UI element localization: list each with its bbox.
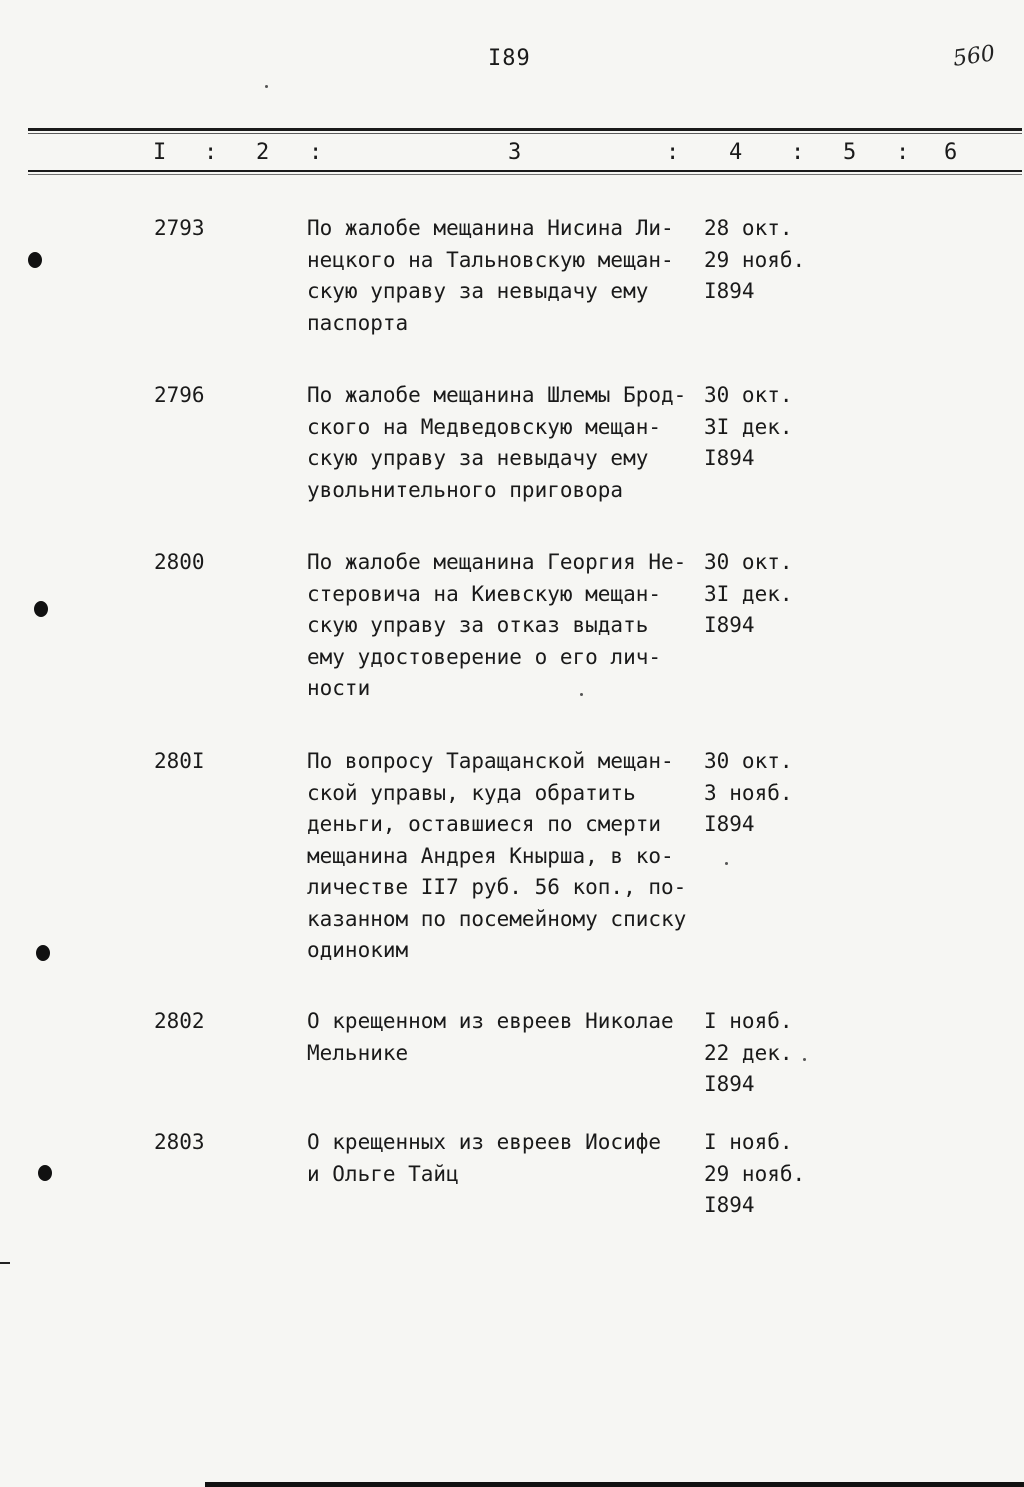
entry-title-line: увольнительного приговора [307,477,624,502]
column-header-5: 5 [843,140,857,165]
punch-hole [28,252,42,268]
entry-date-line: 22 дек. [704,1040,793,1065]
page-number: I89 [488,46,531,71]
entry-date-line: I894 [704,446,755,470]
entry-title-line: мещанина Андрея Кнырша, в ко- [307,843,674,868]
scan-edge-mark [0,1262,10,1264]
punch-hole [34,601,48,617]
entry-date-line: 29 нояб. [704,247,806,272]
entry-title-line: скую управу за невыдачу ему [307,279,649,303]
entry-number: 280I [154,749,205,773]
entry-dates [704,1127,805,1222]
entry-title-line: личестве II7 руб. 56 коп., по- [307,875,687,899]
entry-title-line: О крещенном из евреев Николае [307,1009,674,1033]
handwritten-folio-number: 560 [951,41,997,72]
column-header-6: 6 [944,140,958,165]
entry-number: 2800 [154,550,205,574]
scan-speck [580,693,583,696]
header-rule-bottom [28,170,1022,172]
column-separator: : [309,140,323,165]
entry-title-line: стеровича на Киевскую мещан- [307,581,662,606]
entry-number: 2793 [154,216,205,240]
scan-speck [803,1058,806,1061]
entry-date-line: I894 [704,1193,755,1217]
entry-title [307,547,702,705]
entry-title-line: ности [307,676,371,700]
column-separator: : [204,140,218,165]
entry-date-line: 30 окт. [704,383,793,407]
scan-bottom-edge [205,1482,1024,1487]
entry-date-line: I894 [704,812,755,836]
scan-speck [725,862,728,865]
entry-title-line: ского на Медведовскую мещан- [307,414,662,439]
entry-title-line: скую управу за отказ выдать [307,613,649,637]
entry-title [307,380,702,506]
entry-title [307,213,702,339]
entry-title-line: По вопросу Таращанской мещан- [307,749,674,773]
entry-date-line: 30 окт. [704,749,793,773]
entry-dates [704,380,793,475]
entry-title-line: паспорта [307,310,409,335]
entry-title-line: и Ольге Тайц [307,1161,459,1186]
column-header-3: 3 [508,140,522,165]
entry-dates [704,1006,793,1101]
column-header-1: I [153,140,167,165]
entry-dates [704,213,805,308]
entry-title-line: нецкого на Тальновскую мещан- [307,247,674,272]
entry-title [307,746,702,967]
entry-title-line: По жалобе мещанина Георгия Не- [307,550,687,574]
column-header [0,140,1024,168]
entry-date-line: 3 нояб. [704,780,793,805]
entry-title-line: Мельнике [307,1040,409,1065]
entry-title [307,1127,702,1190]
column-header-2: 2 [256,140,270,165]
entry-date-line: 29 нояб. [704,1161,806,1186]
entry-title [307,1006,702,1069]
entry-date-line: 30 окт. [704,550,793,574]
entry-title-line: О крещенных из евреев Иосифе [307,1130,662,1154]
punch-hole [38,1165,52,1181]
entry-number: 2796 [154,383,205,407]
scan-speck [265,85,268,88]
column-separator: : [666,140,680,165]
entry-number: 2802 [154,1009,205,1033]
entry-title-line: ской управы, куда обратить [307,780,636,805]
entry-date-line: 3I дек. [704,581,793,606]
column-header-4: 4 [729,140,743,165]
entry-title-line: одиноким [307,938,409,962]
entry-title-line: По жалобе мещанина Шлемы Брод- [307,383,687,407]
entry-number: 2803 [154,1130,205,1154]
column-separator: : [896,140,910,165]
entry-dates [704,547,793,642]
entry-date-line: I894 [704,279,755,303]
entry-date-line: 3I дек. [704,414,793,439]
header-rule-top-thin [28,133,1022,134]
entry-title-line: казанном по посемейному списку [307,906,687,931]
entry-dates [704,746,793,841]
column-separator: : [791,140,805,165]
entry-title-line: По жалобе мещанина Нисина Ли- [307,216,674,240]
header-rule-bottom-thin [28,174,1022,175]
entry-title-line: деньги, оставшиеся по смерти [307,812,662,836]
entry-title-line: ему удостоверение о его лич- [307,644,662,669]
header-rule-top [28,128,1022,131]
punch-hole [36,945,50,961]
entry-date-line: I нояб. [704,1130,793,1154]
entry-date-line: I894 [704,613,755,637]
entry-title-line: скую управу за невыдачу ему [307,446,649,470]
entry-date-line: I894 [704,1072,755,1096]
entry-date-line: 28 окт. [704,216,793,240]
entry-date-line: I нояб. [704,1009,793,1033]
